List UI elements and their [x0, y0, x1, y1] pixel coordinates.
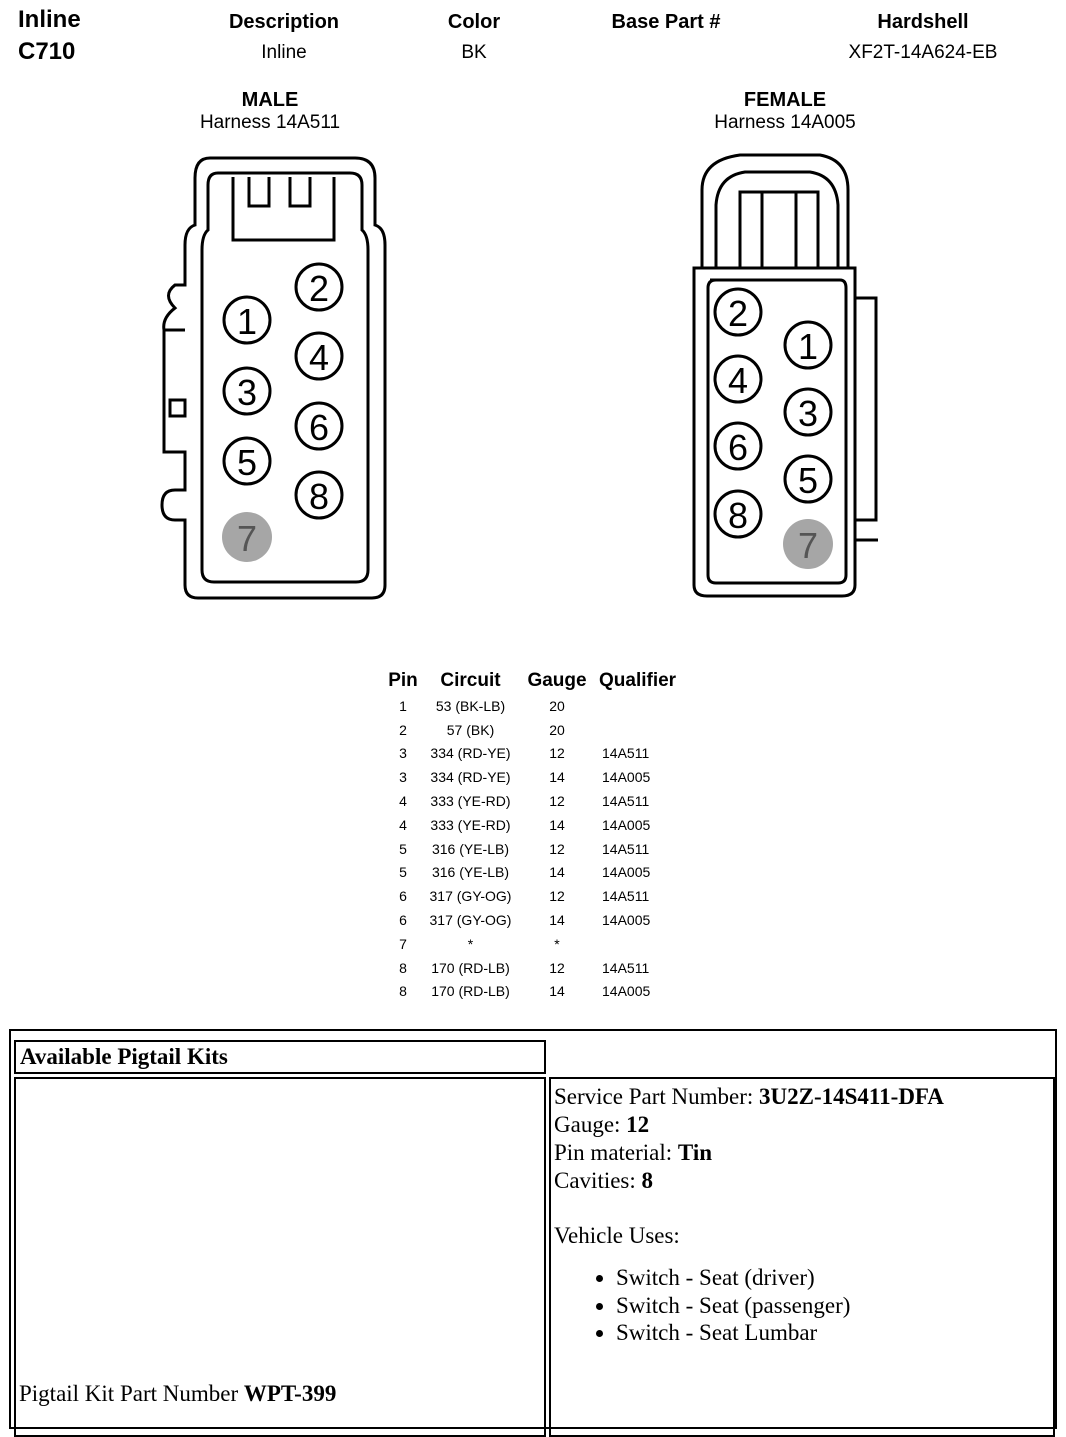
gauge-cell: 14	[549, 769, 565, 786]
circuit-header: Circuit	[440, 670, 501, 691]
svg-text:7: 7	[797, 525, 819, 566]
pigtail-kit-number-line	[19, 1381, 336, 1407]
circuit-cell: 170 (RD-LB)	[431, 959, 510, 976]
female-pin-6	[715, 423, 761, 469]
female-title: FEMALE	[743, 89, 827, 111]
pin-table-header	[383, 668, 682, 694]
pin-table-row	[383, 884, 682, 908]
circuit-cell: 317 (GY-OG)	[429, 912, 512, 929]
qualifier-cell: 14A005	[602, 816, 651, 833]
gauge-cell: 12	[549, 793, 565, 810]
gauge-cell: 14	[549, 983, 565, 1000]
male-pin-3	[224, 368, 270, 414]
service-part-label: Service Part Number:	[554, 1084, 760, 1109]
svg-text:1: 1	[236, 301, 258, 342]
connector-title-line2: C710	[18, 38, 76, 65]
gauge-cell: 12	[549, 959, 565, 976]
gauge-cell: *	[554, 935, 560, 952]
svg-text:5: 5	[236, 442, 258, 483]
male-connector-outline	[162, 158, 385, 598]
vehicle-use-item: • Switch - Seat (driver)	[616, 1264, 1050, 1292]
connector-title-line1: Inline	[18, 6, 81, 33]
circuit-cell: 53 (BK-LB)	[435, 697, 506, 714]
gauge-line	[554, 1111, 1050, 1139]
qualifier-cell: 14A511	[602, 888, 650, 905]
base-part-label: Base Part #	[611, 11, 721, 33]
qualifier-cell	[596, 718, 682, 742]
qualifier-cell: 14A511	[602, 793, 650, 810]
gauge-value: 12	[626, 1112, 650, 1137]
circuit-cell: 333 (YE-RD)	[430, 816, 511, 833]
male-pin-2	[296, 264, 342, 310]
male-pin-6	[296, 403, 342, 449]
circuit-cell: 334 (RD-YE)	[430, 769, 511, 786]
pigtail-kits-panel	[9, 1029, 1057, 1429]
circuit-cell: 333 (YE-RD)	[430, 793, 511, 810]
pin-cell: 3	[399, 745, 407, 762]
gauge-cell: 14	[549, 816, 565, 833]
pin-table	[383, 668, 682, 1003]
qualifier-cell: 14A005	[602, 983, 651, 1000]
male-harness: Harness 14A511	[199, 112, 341, 133]
qualifier-cell: 14A005	[602, 769, 651, 786]
gauge-cell: 12	[549, 745, 565, 762]
connector-diagrams	[0, 0, 1066, 640]
pin-table-row	[383, 956, 682, 980]
pin-material-value: Tin	[677, 1140, 713, 1165]
circuit-cell: 316 (YE-LB)	[431, 840, 510, 857]
pin-cell: 8	[399, 959, 407, 976]
cavities-value: 8	[641, 1168, 654, 1193]
pin-table-row	[383, 932, 682, 956]
description-label: Description	[228, 11, 340, 33]
female-pin-8	[715, 491, 761, 537]
hardshell-value: XF2T-14A624-EB	[848, 42, 998, 63]
qualifier-cell	[596, 932, 682, 956]
pigtail-kit-label: Pigtail Kit Part Number	[19, 1381, 244, 1406]
pin-table-row	[383, 837, 682, 861]
hardshell-label: Hardshell	[877, 11, 969, 33]
female-pin-3	[785, 389, 831, 435]
circuit-cell: 317 (GY-OG)	[429, 888, 512, 905]
male-pin-5	[224, 438, 270, 484]
pin-table-row	[383, 861, 682, 885]
pin-cell: 8	[399, 983, 407, 1000]
male-pin-4	[296, 333, 342, 379]
svg-text:6: 6	[727, 427, 749, 468]
gauge-cell: 20	[549, 721, 565, 738]
pin-cell: 4	[399, 816, 407, 833]
gauge-cell: 12	[549, 888, 565, 905]
pin-material-line	[554, 1139, 1050, 1167]
circuit-cell: 334 (RD-YE)	[430, 745, 511, 762]
description-value: Inline	[261, 42, 307, 63]
cavities-line	[554, 1167, 1050, 1195]
pin-table-row	[383, 694, 682, 718]
pin-header: Pin	[388, 670, 418, 691]
qualifier-cell: 14A511	[602, 959, 650, 976]
svg-text:4: 4	[727, 360, 749, 401]
svg-text:3: 3	[236, 372, 258, 413]
svg-text:5: 5	[797, 460, 819, 501]
pin-cell: 4	[399, 793, 407, 810]
pin-cell: 2	[399, 721, 407, 738]
male-title: MALE	[241, 89, 299, 111]
pin-table-row	[383, 765, 682, 789]
pin-table-row	[383, 980, 682, 1004]
pigtail-title: Available Pigtail Kits	[20, 1044, 228, 1069]
pin-cell: 1	[399, 697, 407, 714]
female-pin-2	[715, 289, 761, 335]
female-pin-1	[785, 322, 831, 368]
svg-text:8: 8	[308, 476, 330, 517]
pin-table-row	[383, 908, 682, 932]
pin-table-row	[383, 742, 682, 766]
pin-cell: 7	[399, 935, 407, 952]
svg-text:3: 3	[797, 393, 819, 434]
service-part-line	[554, 1083, 1050, 1111]
gauge-header: Gauge	[527, 670, 587, 691]
gauge-cell: 12	[549, 840, 565, 857]
pin-cell: 3	[399, 769, 407, 786]
color-value: BK	[461, 42, 487, 63]
pin-table-row	[383, 813, 682, 837]
pigtail-details-cell	[549, 1077, 1055, 1437]
svg-text:8: 8	[727, 495, 749, 536]
pin-cell: 6	[399, 888, 407, 905]
svg-text:7: 7	[236, 518, 258, 559]
pigtail-details	[551, 1079, 1053, 1351]
color-label: Color	[447, 11, 501, 33]
qualifier-cell	[596, 694, 682, 718]
vehicle-use-item: • Switch - Seat Lumbar	[616, 1319, 1050, 1347]
circuit-cell: 316 (YE-LB)	[431, 864, 510, 881]
female-pin-7-empty	[783, 519, 833, 569]
svg-text:2: 2	[308, 268, 330, 309]
svg-text:4: 4	[308, 337, 330, 378]
service-part-value: 3U2Z-14S411-DFA	[759, 1084, 944, 1109]
female-harness: Harness 14A005	[714, 112, 856, 133]
gauge-label: Gauge:	[554, 1112, 627, 1137]
qualifier-cell: 14A005	[602, 912, 651, 929]
svg-text:1: 1	[797, 326, 819, 367]
circuit-cell: 57 (BK)	[446, 721, 495, 738]
circuit-cell: *	[467, 935, 474, 952]
gauge-cell: 14	[549, 912, 565, 929]
male-pin-1	[224, 297, 270, 343]
gauge-cell: 14	[549, 864, 565, 881]
vehicle-use-item: • Switch - Seat (passenger)	[616, 1292, 1050, 1320]
gauge-cell: 20	[549, 697, 565, 714]
male-pin-7-empty	[222, 512, 272, 562]
qualifier-header: Qualifier	[599, 670, 677, 691]
female-pin-4	[715, 356, 761, 402]
male-pin-8	[296, 472, 342, 518]
female-pin-5	[785, 456, 831, 502]
pin-material-label: Pin material:	[554, 1140, 678, 1165]
pin-cell: 5	[399, 864, 407, 881]
qualifier-cell: 14A511	[602, 840, 650, 857]
pin-cell: 6	[399, 912, 407, 929]
cavities-label: Cavities:	[554, 1168, 642, 1193]
qualifier-cell: 14A005	[602, 864, 651, 881]
circuit-cell: 170 (RD-LB)	[431, 983, 510, 1000]
vehicle-uses-label: Vehicle Uses:	[554, 1223, 680, 1248]
qualifier-cell: 14A511	[602, 745, 650, 762]
pigtail-title-cell	[14, 1040, 546, 1074]
pigtail-kit-number: WPT-399	[243, 1381, 337, 1406]
pin-table-row	[383, 718, 682, 742]
pigtail-kit-cell	[14, 1077, 546, 1437]
svg-text:2: 2	[727, 293, 749, 334]
pin-cell: 5	[399, 840, 407, 857]
svg-text:6: 6	[308, 407, 330, 448]
pin-table-row	[383, 789, 682, 813]
vehicle-uses-list	[554, 1264, 1050, 1347]
